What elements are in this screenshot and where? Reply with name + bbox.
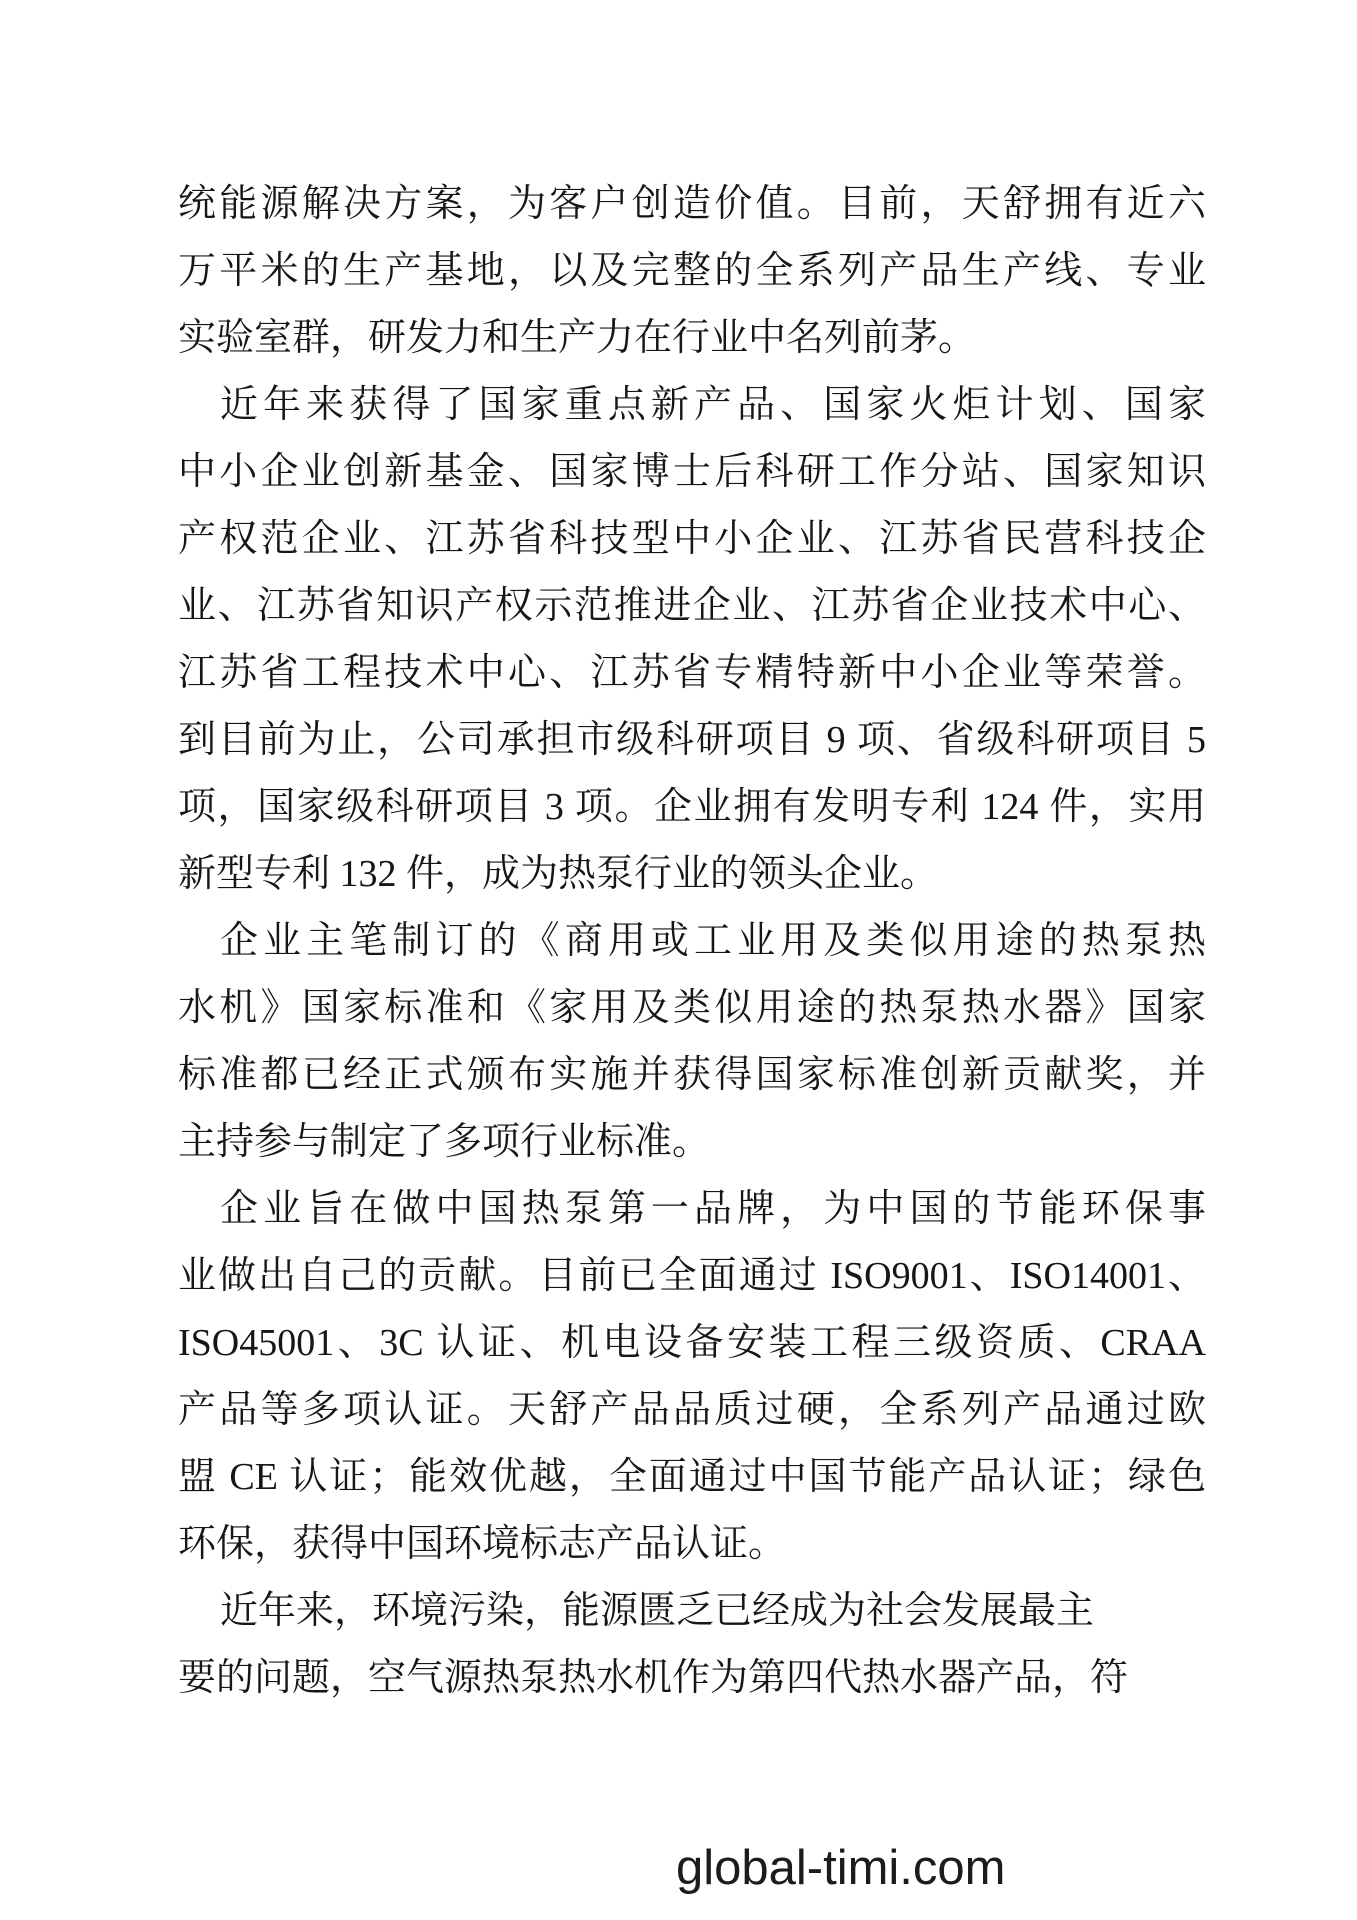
text-line: 江苏省工程技术中心、江苏省专精特新中小企业等荣誉。 (178, 652, 1206, 694)
text-line: 万平米的生产基地，以及完整的全系列产品生产线、专业 (178, 250, 1206, 292)
text-line: 业做出自己的贡献。目前已全面通过 ISO9001、ISO14001、 (178, 1255, 1206, 1297)
text-line: 新型专利 132 件，成为热泵行业的领头企业。 (178, 853, 939, 895)
text-line: 企业旨在做中国热泵第一品牌，为中国的节能环保事 (220, 1188, 1206, 1230)
text-line: 环保，获得中国环境标志产品认证。 (178, 1523, 787, 1565)
text-line: 业、江苏省知识产权示范推进企业、江苏省企业技术中心、 (178, 585, 1206, 627)
text-line: 标准都已经正式颁布实施并获得国家标准创新贡献奖，并 (178, 1054, 1206, 1096)
watermark: global-timi.com (676, 1841, 1006, 1895)
text-line: 近年来，环境污染，能源匮乏已经成为社会发展最主 (220, 1590, 1095, 1632)
text-line: 近年来获得了国家重点新产品、国家火炬计划、国家 (220, 384, 1206, 426)
document-body (178, 171, 1206, 1712)
text-line: 主持参与制定了多项行业标准。 (178, 1121, 711, 1163)
text-line: ISO45001、3C 认证、机电设备安装工程三级资质、CRAA (178, 1322, 1206, 1364)
text-line: 实验室群，研发力和生产力在行业中名列前茅。 (178, 317, 977, 359)
text-line: 水机》国家标准和《家用及类似用途的热泵热水器》国家 (178, 987, 1206, 1029)
text-line: 中小企业创新基金、国家博士后科研工作分站、国家知识 (178, 451, 1206, 493)
text-line: 产品等多项认证。天舒产品品质过硬，全系列产品通过欧 (178, 1389, 1206, 1431)
text-line: 要的问题，空气源热泵热水机作为第四代热水器产品，符 (178, 1657, 1129, 1699)
text-line: 项，国家级科研项目 3 项。企业拥有发明专利 124 件，实用 (178, 786, 1206, 828)
text-line: 统能源解决方案，为客户创造价值。目前，天舒拥有近六 (178, 183, 1206, 225)
text-line: 产权范企业、江苏省科技型中小企业、江苏省民营科技企 (178, 518, 1206, 560)
text-line: 到目前为止，公司承担市级科研项目 9 项、省级科研项目 5 (178, 719, 1206, 761)
text-line: 企业主笔制订的《商用或工业用及类似用途的热泵热 (220, 920, 1206, 962)
text-line: 盟 CE 认证；能效优越，全面通过中国节能产品认证；绿色 (178, 1456, 1206, 1498)
